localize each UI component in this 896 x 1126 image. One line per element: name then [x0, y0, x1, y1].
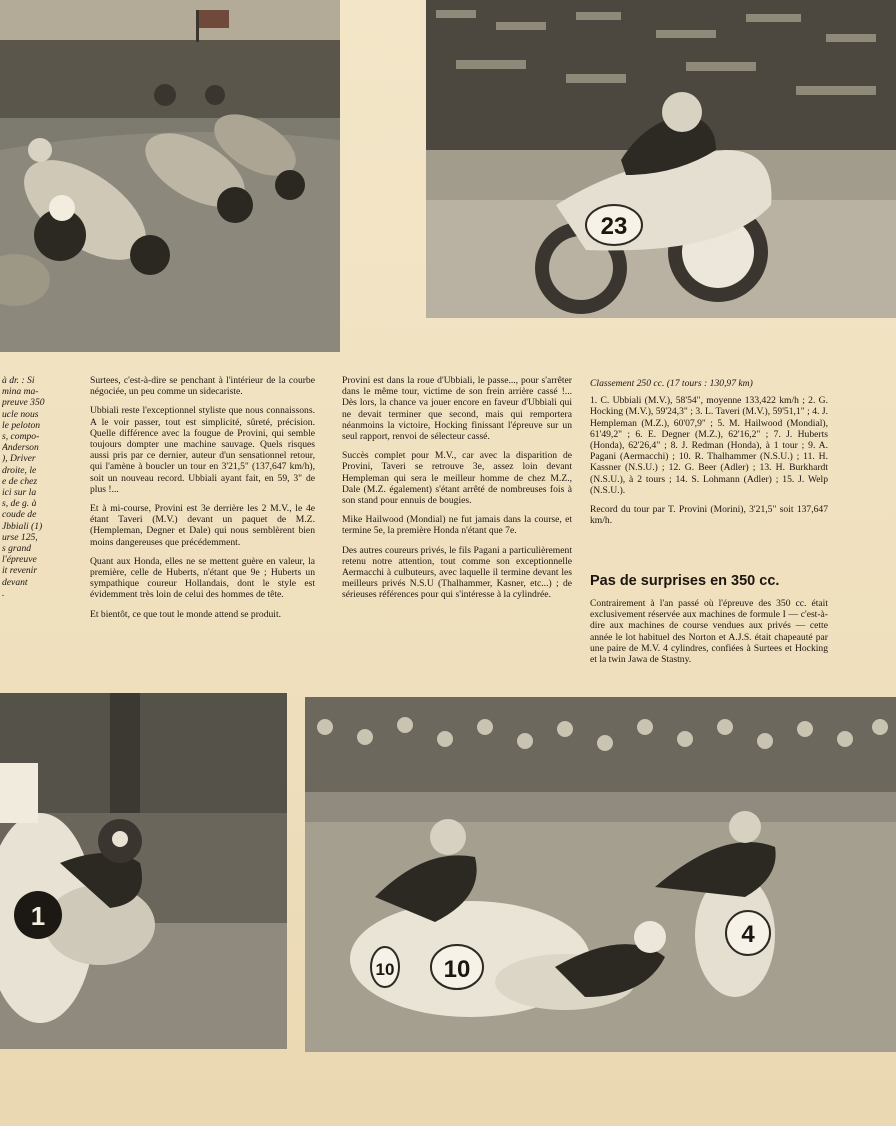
rider-number-23: 23 — [600, 213, 628, 240]
frag-line: it revenir — [2, 565, 38, 577]
section-heading-350cc: Pas de surprises en 350 cc. — [590, 573, 780, 589]
frag-line: e de chez — [2, 475, 38, 487]
frag-line: à dr. : Si — [2, 375, 35, 386]
article-column-1 — [90, 375, 315, 628]
article-column-350cc — [590, 598, 828, 673]
frag-line: s grand — [2, 543, 32, 555]
col2-paragraph: Des autres coureurs privés, le fils Pagani a particulièrement retenu notre attention, tout comme son exceptionnelle Aermacchi à culbuteurs, avec laquelle il termine devant les meilleurs privés N.S.U (Thalhammer, Kasner, etc...) ; de sérieuses références pour qui s'intéresse à la cylindrée. — [342, 544, 572, 601]
col2-paragraph: Succès complet pour M.V., car avec la disparition de Provini, Taveri se retrouve 3e, assez loin devant Hempleman qui sera le meilleur homme de chez M.Z., Dale (M.Z. également) s'étant arrêté de nombreuses fois à son stand pour ennuis de bougies. — [342, 450, 572, 507]
frag-line: s, de g. à — [2, 498, 37, 510]
col2-paragraph: Mike Hailwood (Mondial) ne fut jamais dans la course, et termine 5e, la première Honda n'étant que 7e. — [342, 514, 572, 537]
frag-line: ici sur la — [2, 487, 37, 499]
frag-line: l'épreuve — [2, 554, 37, 566]
frag-line: s, compo- — [2, 431, 40, 443]
frag-line: ), Driver — [2, 453, 36, 465]
frag-line: le peloton — [2, 419, 41, 431]
frag-line: . — [2, 587, 5, 599]
frag-line: ucle nous — [2, 408, 39, 420]
photo-riders-curve — [0, 0, 340, 352]
col1-paragraph: Et à mi-course, Provini est 3e derrière les 2 M.V., le 4e étant Taveri (M.V.) devant un paquet de M.Z. (Hempleman, Degner et Dale) qui nous semblèrent bien moins dangereuses que précédemment. — [90, 503, 315, 548]
sidecar-number-10: 10 — [443, 956, 471, 983]
frag-line: mina ma- — [2, 386, 39, 398]
lap-record: Record du tour par T. Provini (Morini), 3'21,5" soit 137,647 km/h. — [590, 504, 828, 527]
photo-riders-curve-image — [0, 0, 340, 352]
col3-paragraph: Contrairement à l'an passé où l'épreuve des 350 cc. était exclusivement réservée aux machines de formule I — c'est-à-dire aux machines de course vendues aux privés — cette année le lot habituel des Norton et A.J.S. était chapeauté par une paire de M.V. 4 cylindres, confiées à Surtees et Hocking et la twin Jawa de Stastny. — [590, 598, 828, 666]
sidecar-number-1: 1 — [30, 901, 46, 931]
frag-line: Jbbiali (1) — [2, 520, 43, 532]
frag-line: coude de — [2, 509, 37, 521]
frag-line: preuve 350 — [2, 397, 45, 409]
sidecar-number-4: 4 — [741, 921, 755, 948]
frag-line: droite, le — [2, 464, 37, 476]
results-column — [590, 378, 828, 534]
col1-paragraph: Ubbiali reste l'exceptionnel styliste que nous connaissons. A le voir passer, tout est simplicité, sûreté, précision. Quelle différence avec la fougue de Provini, qui semble toujours dompter une machine sauvage. Quels risques aussi pris par ce dernier, auteur d'un sensationnel retour, qui l'amène à boucler un tour en 3'21,5" (137,647 km/h), soit un nouveau record. Ubbiali ayant fait, en 59, 3" de plus !... — [90, 405, 315, 495]
col2-paragraph: Provini est dans la roue d'Ubbiali, le passe..., pour s'arrêter dans le même tour, victime de son frein arrière cassé !... Dès lors, la chance va jouer encore en faveur d'Ubbiali qui ne devait terminer que second, mais qui remportera néanmoins la victoire, Hocking finissant l'épreuve sur un seul rapport, renvoi de sélecteur cassé. — [342, 375, 572, 443]
classement-results: 1. C. Ubbiali (M.V.), 58'54", moyenne 133,422 km/h ; 2. G. Hocking (M.V.), 59'24,3" ; 3. L. Taveri (M.V.), 59'51,1" ; 4. J. Hempleman (M.Z.), 60'07,9" ; 5. M. Hailwood (Mondial), 61'49,2" ; 6. E. Degner (M.Z.), 62'16,2" ; 7. J. Huberts (Honda), 62'26,4" ; 8. J. Redman (Honda), à 1 tour ; 9. A. Pagani (Aermacchi) ; 10. R. Thalhammer (N.S.U.) ; 11. H. Kassner (N.S.U.) ; 12. G. Beer (Adler) ; 13. H. Burkhardt (N.S.U.), à 2 tours ; 14. S. Lohmann (Adler) ; 15. J. Welp (N.S.U.). — [590, 395, 828, 496]
photo-rider-23-image — [426, 0, 896, 318]
photo-sidecars-10-4 — [305, 697, 896, 1052]
sidecar-number-10-side: 10 — [375, 960, 395, 979]
article-column-2 — [342, 375, 572, 609]
frag-line: devant — [2, 576, 28, 588]
col1-paragraph: Surtees, c'est-à-dire se penchant à l'intérieur de la courbe négociée, un peu comme un sidecariste. — [90, 375, 315, 398]
photo-sidecars-10-4-image — [305, 697, 896, 1052]
photo-sidecar-1 — [0, 693, 287, 1049]
col1-paragraph: Et bientôt, ce que tout le monde attend se produit. — [90, 608, 282, 620]
left-caption-fragment — [2, 375, 68, 599]
frag-line: urse 125, — [2, 531, 38, 543]
photo-rider-23 — [426, 0, 896, 318]
frag-line: Anderson — [2, 442, 39, 454]
photo-sidecar-1-image — [0, 693, 287, 1049]
classement-title: Classement 250 cc. (17 tours : 130,97 km) — [590, 378, 753, 389]
col1-paragraph: Quant aux Honda, elles ne se mettent guère en valeur, la première, celle de Huberts, n'étant que 9e ; Huberts un sympathique coureur Hollandais, dont le style est évidemment très loin de celui des hommes de tête. — [90, 555, 315, 601]
